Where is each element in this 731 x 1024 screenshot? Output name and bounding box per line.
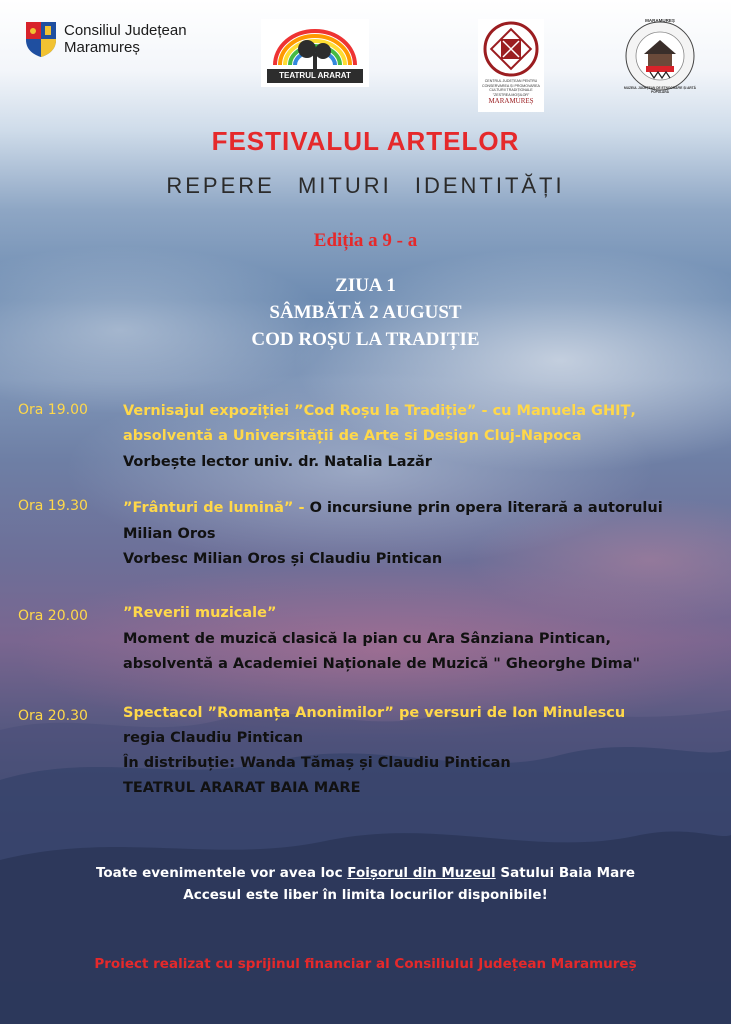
event-title: Vernisajul expoziției ”Cod Roșu la Tradiție” - cu Manuela GHIȚ, bbox=[123, 403, 636, 419]
event-speaker: Vorbește lector univ. dr. Natalia Lazăr bbox=[123, 454, 432, 470]
event-title: Spectacol ”Romanța Anonimilor” pe versuri de Ion Minulescu bbox=[123, 705, 626, 721]
event-time: Ora 19.30 bbox=[18, 498, 88, 514]
event-time: Ora 20.30 bbox=[18, 708, 88, 724]
sponsor-line: Proiect realizat cu sprijinul financiar al Consiliului Județean Maramureș bbox=[94, 956, 637, 972]
event-title bbox=[123, 496, 663, 521]
day-block bbox=[0, 272, 731, 353]
day-theme: COD ROȘU LA TRADIȚIE bbox=[251, 329, 480, 350]
coat-of-arms-icon bbox=[24, 20, 58, 58]
venue-line bbox=[0, 862, 731, 884]
festival-subtitle: REPERE MITURI IDENTITĂȚI bbox=[166, 173, 565, 198]
event-speaker: Vorbesc Milian Oros și Claudiu Pintican bbox=[123, 551, 443, 567]
event-time: Ora 20.00 bbox=[18, 608, 88, 624]
festival-title: FESTIVALUL ARTELOR bbox=[211, 126, 520, 156]
day-date: SÂMBĂTĂ 2 AUGUST bbox=[269, 302, 462, 323]
access-line: Accesul este liber în limita locurilor disponibile! bbox=[183, 887, 548, 903]
event-cast: În distribuție: Wanda Tămaș și Claudiu Pintican bbox=[123, 755, 511, 771]
culture-center-line4: "ZESTREA MOŞILOR" bbox=[492, 92, 530, 97]
day-number: ZIUA 1 bbox=[335, 275, 396, 296]
footer-info bbox=[0, 862, 731, 906]
county-council-logo bbox=[24, 20, 187, 58]
event-detail: Milian Oros bbox=[123, 526, 216, 542]
culture-center-line2: CONSERVAREA ȘI PROMOVAREA bbox=[482, 83, 540, 88]
venue-prefix: Toate evenimentele vor avea loc bbox=[95, 865, 348, 881]
museum-emblem-icon bbox=[622, 18, 698, 94]
event-time: Ora 19.00 bbox=[18, 402, 88, 418]
county-council-line2: Maramureș bbox=[64, 39, 140, 56]
culture-center-text bbox=[479, 79, 543, 106]
event-detail: Moment de muzică clasică la pian cu Ara Sânziana Pintican, bbox=[123, 631, 611, 647]
event-title-rest: O incursiune prin opera literară a autorului bbox=[309, 500, 663, 516]
culture-center-logo bbox=[478, 19, 544, 112]
museum-top-label: MARAMUREȘ bbox=[645, 18, 675, 23]
museum-logo bbox=[622, 18, 698, 94]
theatre-logo-text: TEATRUL ARARAT bbox=[279, 71, 351, 80]
event-title-highlight: ”Frânturi de lumină” - bbox=[123, 500, 310, 516]
venue-suffix: Satului Baia Mare bbox=[495, 865, 636, 881]
culture-center-line5: MARAMUREȘ bbox=[488, 97, 534, 106]
culture-center-line1: CENTRUL JUDEȚEAN PENTRU bbox=[484, 79, 538, 83]
event-detail: absolventă a Universității de Arte si Design Cluj-Napoca bbox=[123, 428, 582, 444]
county-council-name bbox=[64, 22, 187, 56]
museum-ring-label: MUZEUL JUDEȚEAN DE ETNOGRAFIE ȘI ARTĂ POPULARĂ bbox=[624, 86, 696, 94]
venue-link: Foișorul din Muzeul bbox=[347, 865, 496, 881]
county-council-line1: Consiliul Județean bbox=[64, 22, 187, 39]
event-detail: regia Claudiu Pintican bbox=[123, 730, 304, 746]
theatre-logo bbox=[261, 19, 369, 87]
event-title: ”Reverii muzicale” bbox=[123, 605, 277, 621]
event-detail: absolventă a Academiei Naționale de Muzică " Gheorghe Dima" bbox=[123, 656, 641, 672]
edition-label: Ediția a 9 - a bbox=[313, 230, 418, 251]
culture-center-line3: CULTURII TRADIȚIONALE bbox=[489, 88, 533, 93]
mountain-silhouette bbox=[0, 690, 731, 1024]
embroidery-rosette-icon bbox=[478, 19, 544, 79]
event-company: TEATRUL ARARAT BAIA MARE bbox=[123, 780, 361, 796]
